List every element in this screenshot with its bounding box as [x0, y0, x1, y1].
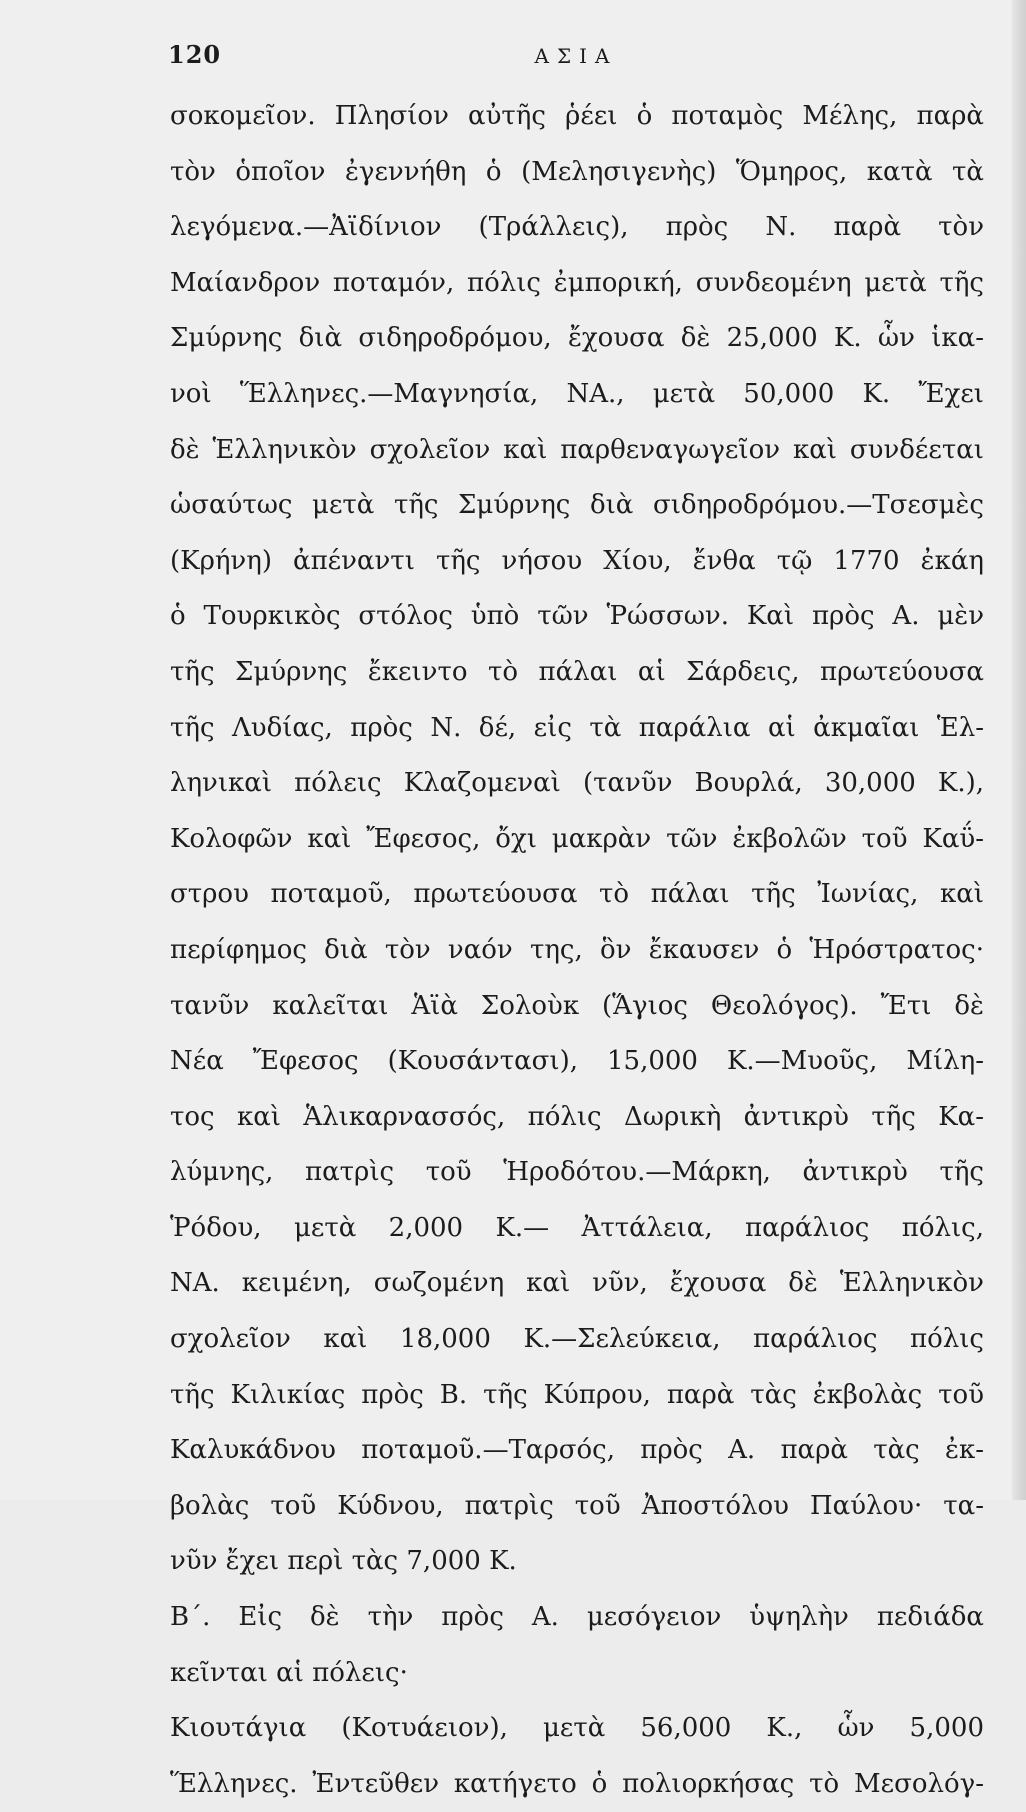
- text-line: Μαίανδρον ποταμόν, πόλις ἐμπορική, συνδεομένη μετὰ τῆς: [170, 267, 984, 298]
- text-line: Νέα Ἔφεσος (Κουσάντασι), 15,000 Κ.—Μυοῦς, Μίλη-: [170, 1046, 984, 1077]
- text-line: βολὰς τοῦ Κύδνου, πατρὶς τοῦ Ἀποστόλου Παύλου· τα-: [170, 1490, 984, 1521]
- running-title: ΑΣΙΑ: [534, 44, 618, 68]
- text-line: λεγόμενα.—Ἀϊδίνιον (Τράλλεις), πρὸς Ν. παρὰ τὸν: [170, 212, 984, 243]
- text-line: σοκομεῖον. Πλησίον αὐτῆς ῥέει ὁ ποταμὸς Μέλης, παρὰ: [170, 101, 984, 131]
- text-line: Σμύρνης διὰ σιδηροδρόμου, ἔχουσα δὲ 25,000 Κ. ὧν ἱκα-: [170, 323, 984, 354]
- page-number: 120: [168, 40, 222, 69]
- text-line: σχολεῖον καὶ 18,000 Κ.—Σελεύκεια, παράλιος πόλις: [170, 1324, 984, 1355]
- text-line: τος καὶ Ἁλικαρνασσός, πόλις Δωρικὴ ἀντικρὺ τῆς Κα-: [170, 1101, 984, 1132]
- text-line: Ῥόδου, μετὰ 2,000 Κ.— Ἀττάλεια, παράλιος πόλις,: [170, 1212, 984, 1243]
- text-line: ὁ Τουρκικὸς στόλος ὑπὸ τῶν Ῥώσσων. Καὶ πρὸς Α. μὲν: [170, 601, 984, 632]
- text-line: ληνικαὶ πόλεις Κλαζομεναὶ (τανῦν Βουρλά, 30,000 Κ.),: [170, 768, 984, 799]
- text-line: τῆς Σμύρνης ἔκειντο τὸ πάλαι αἱ Σάρδεις, πρωτεύουσα: [170, 656, 984, 687]
- page-header: [168, 40, 984, 76]
- text-line: κεῖνται αἱ πόλεις·: [170, 1657, 408, 1688]
- text-line: δὲ Ἑλληνικὸν σχολεῖον καὶ παρθεναγωγεῖον καὶ συνδέεται: [170, 434, 984, 465]
- page-edge-shadow: [1012, 0, 1026, 1500]
- text-line: περίφημος διὰ τὸν ναόν της, ὃν ἔκαυσεν ὁ Ἡρόστρατος·: [170, 934, 984, 965]
- text-line: ὡσαύτως μετὰ τῆς Σμύρνης διὰ σιδηροδρόμου.—Τσεσμὲς: [170, 490, 984, 521]
- text-line: τῆς Κιλικίας πρὸς Β. τῆς Κύπρου, παρὰ τὰς ἐκβολὰς τοῦ: [170, 1379, 984, 1410]
- body-text: [170, 89, 984, 1812]
- text-line: Β΄. Εἰς δὲ τὴν πρὸς Α. μεσόγειον ὑψηλὴν πεδιάδα: [170, 1602, 984, 1633]
- text-line: τῆς Λυδίας, πρὸς Ν. δέ, εἰς τὰ παράλια αἱ ἀκμαῖαι Ἑλ-: [170, 712, 984, 743]
- text-line: Κιουτάγια (Κοτυάειον), μετὰ 56,000 Κ., ὧν 5,000: [170, 1713, 984, 1744]
- text-line: νοὶ Ἕλληνες.—Μαγνησία, ΝΑ., μετὰ 50,000 Κ. Ἔχει: [170, 378, 984, 409]
- text-line: στρου ποταμοῦ, πρωτεύουσα τὸ πάλαι τῆς Ἰωνίας, καὶ: [170, 879, 984, 910]
- text-line: (Κρήνη) ἀπέναντι τῆς νήσου Χίου, ἔνθα τῷ 1770 ἐκάη: [170, 545, 984, 576]
- text-line: τανῦν καλεῖται Ἁϊὰ Σολοὺκ (Ἅγιος Θεολόγος). Ἔτι δὲ: [170, 990, 984, 1021]
- text-line: λύμνης, πατρὶς τοῦ Ἡροδότου.—Μάρκη, ἀντικρὺ τῆς: [170, 1157, 984, 1188]
- text-line: νῦν ἔχει περὶ τὰς 7,000 Κ.: [170, 1546, 517, 1577]
- text-line: τὸν ὁποῖον ἐγεννήθη ὁ (Μελησιγενὴς) Ὅμηρος, κατὰ τὰ: [170, 156, 984, 187]
- text-line: Καλυκάδνου ποταμοῦ.—Ταρσός, πρὸς Α. παρὰ τὰς ἐκ-: [170, 1435, 984, 1466]
- text-line: ΝΑ. κειμένη, σωζομένη καὶ νῦν, ἔχουσα δὲ Ἑλληνικὸν: [170, 1268, 984, 1299]
- text-line: Ἕλληνες. Ἐντεῦθεν κατήγετο ὁ πολιορκήσας τὸ Μεσολόγ-: [170, 1768, 984, 1799]
- text-line: Κολοφῶν καὶ Ἔφεσος, ὄχι μακρὰν τῶν ἐκβολῶν τοῦ Καΰ-: [170, 823, 984, 854]
